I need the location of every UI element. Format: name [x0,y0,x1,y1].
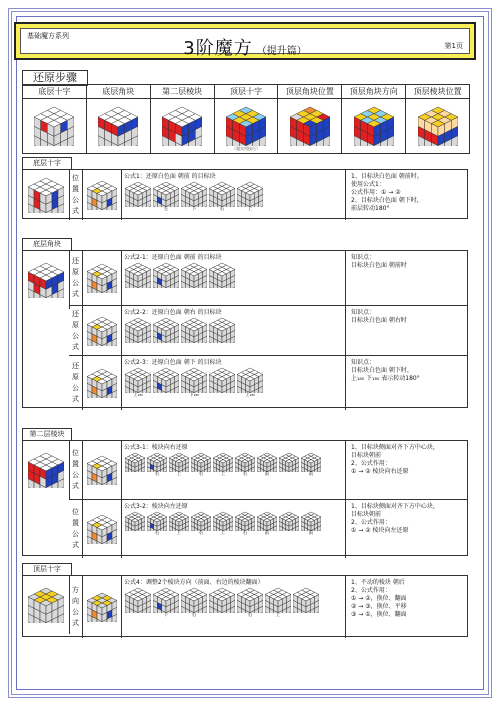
demo-cube [83,356,122,410]
move-label: 上 [247,207,253,212]
move-step [191,452,211,478]
cube-drawing [28,452,64,488]
row-type-char: 式 [72,541,79,549]
cube-drawing [87,368,117,398]
cube-drawing [181,262,207,288]
cube-drawing [169,511,189,531]
note-line: 2、公式作用： [351,460,391,467]
cube-drawing [209,367,235,393]
row-type-char: 公 [72,530,79,538]
move-step [209,262,235,294]
cube-drawing [301,511,321,531]
cube-drawing [153,367,179,393]
section-box [22,575,468,637]
note-line: 1、目标块侧面对齐下方中心块， [351,444,439,451]
cube-drawing [87,263,117,293]
move-step [235,511,255,537]
move-step [125,587,151,619]
move-step [181,317,207,349]
cube-drawing [237,587,263,613]
move-label: 下 [191,207,197,212]
cube-drawing [147,452,167,472]
cube-drawing [257,452,277,472]
move-label: 前 [308,531,314,536]
note-line: 上₁₈₀ 下₁₈₀ 表示转动180° [351,375,420,382]
page-subtitle: （提升篇） [256,46,307,57]
cube-drawing [87,455,117,485]
cube-drawing [181,317,207,343]
note-line: 1、不动的棱块 朝后 [351,579,405,586]
move-step [169,452,189,478]
cube-drawing [181,181,207,207]
formula-panel [121,576,346,638]
section-box [22,169,468,219]
step-5 [278,85,342,153]
note-line: 目标块白色面 朝前时 [351,262,407,269]
formula-title: 公式3-2：棱块向左还原 [124,503,188,510]
row-type-char: 还 [72,257,79,265]
move-step [191,511,211,537]
row-type-char: 方 [72,586,79,594]
cube-drawing [209,262,235,288]
formula-title: 公式1：还原白色面 朝前 的目标块 [124,173,216,180]
move-step [237,181,263,213]
row-type-label [69,170,83,220]
note-line: 目标块朝前 [351,511,382,518]
note-line: 1、目标块白色面 朝前时。 [351,173,423,180]
formula-panel [121,251,346,305]
move-step [301,452,321,478]
move-sequence [125,262,341,294]
note-line: 目标块朝前 [351,452,382,459]
move-step [169,511,189,537]
formula-row [69,251,467,305]
move-label: 上 [220,472,226,477]
cube-drawing [125,181,151,207]
move-step [209,317,235,349]
notes-panel [347,356,467,410]
row-type-char: 原 [72,321,79,329]
move-step [213,452,233,478]
row-type-char: 式 [72,207,79,215]
row-type-label [69,500,83,558]
move-sequence [125,452,341,478]
cube-drawing [125,452,145,472]
note-line: ③ → ①，换位、翻面 [351,611,407,618]
cube-drawing [162,106,202,146]
note-line: 知识点： [351,359,376,366]
move-step [181,262,207,294]
step-cube [23,99,86,153]
move-step [209,367,235,399]
move-label: 上 [220,531,226,536]
page-number: 第1页 [444,42,463,50]
move-sequence [125,317,341,349]
step-7 [406,85,469,153]
cube-drawing [301,452,321,472]
cube-drawing [235,452,255,472]
cube-drawing [354,106,394,146]
demo-cube [83,576,122,638]
move-sequence [125,367,341,399]
cube-drawing [418,106,458,146]
move-label: 右 [198,472,204,477]
note-line: 1、目标块侧面对齐下方中心块， [351,503,439,510]
steps-table [22,84,470,154]
step-3 [151,85,215,153]
step-cube [406,99,469,153]
cube-drawing [28,262,64,298]
formula-row [69,499,467,558]
row-type-char: 置 [72,519,79,527]
move-step [125,262,151,294]
move-label: 前 [308,472,314,477]
move-label: 上 [176,472,182,477]
notes-panel [347,500,467,558]
step-cube [151,99,214,153]
step-note: （超实用技巧） [232,146,260,151]
row-type-char: 置 [72,185,79,193]
move-step [209,181,235,213]
move-step [153,317,179,349]
demo-cube [83,441,122,499]
note-line: 知识点： [351,254,376,261]
move-sequence [125,181,341,213]
formula-title: 公式2-3：还原白色面 朝下 的目标块 [124,359,222,366]
note-line: ① → ② 棱块向右还原 [351,468,409,475]
step-4 [215,85,279,153]
section-cube [23,576,70,634]
cube-drawing [87,316,117,346]
move-label: 右 [198,531,204,536]
note-line: 知识点： [351,309,376,316]
move-step [293,587,319,619]
cube-drawing [279,511,299,531]
row-type-char: 位 [72,508,79,516]
demo-cube [83,251,122,305]
move-label: 左 [163,207,169,212]
step-label: 第二层棱块 [151,85,214,99]
step-label: 底层十字 [23,85,86,99]
cube-drawing [125,511,145,531]
move-step [153,367,179,399]
row-type-char: 式 [72,290,79,298]
move-label: 下₁₈₀ [189,393,199,398]
note-line: 2、目标块白色面 朝下时， [351,197,423,204]
note-line: ① → ② 棱块向左还原 [351,527,409,534]
notes-panel [347,441,467,499]
step-1 [23,85,87,153]
cube-drawing [209,317,235,343]
row-type-char: 式 [72,482,79,490]
cube-drawing [279,452,299,472]
move-step [265,587,291,619]
move-sequence [125,587,341,619]
formula-panel [121,170,346,220]
formula-title: 公式2-1：还原白色面 朝前 的目标块 [124,254,222,261]
notes-panel [347,576,467,638]
formula-panel [121,441,346,499]
move-step [153,181,179,213]
cube-drawing [191,452,211,472]
cube-drawing [235,511,255,531]
row-type-char: 公 [72,279,79,287]
note-line: 使用公式1： [351,181,385,188]
steps-title: 还原步骤 [22,70,88,86]
move-step [257,452,277,478]
row-type-char: 式 [72,395,79,403]
move-step [181,367,207,399]
row-type-char: 向 [72,597,79,605]
section-box [22,440,468,556]
move-label: 右 [219,207,225,212]
move-step [125,511,145,537]
move-label: 上 [275,613,281,618]
cube-drawing [125,367,151,393]
row-type-char: 式 [72,343,79,351]
move-sequence [125,511,341,537]
cube-drawing [191,511,211,531]
move-step [181,181,207,213]
section-title: 顶层十字 [22,563,72,576]
move-label: 上₁₈₀ [133,393,143,398]
step-cube [278,99,341,153]
section-title: 第二层棱块 [22,428,72,441]
step-label: 顶层角块位置 [278,85,341,99]
cube-drawing [28,177,64,213]
section-cube [23,251,70,309]
move-label: 右 [154,531,160,536]
note-line: 2、公式作用： [351,587,391,594]
formula-title: 公式2-2：还原白色面 朝右 的目标块 [124,309,222,316]
notes-panel [347,170,467,220]
note-line: 目标块白色面 朝下时， [351,367,413,374]
move-step [235,452,255,478]
formula-row [69,170,467,220]
row-type-char: 原 [72,373,79,381]
cube-drawing [98,106,138,146]
section-title: 底层角块 [22,238,72,251]
demo-cube [83,500,122,558]
move-step [213,511,233,537]
formula-title: 公式3-1：棱块向右还原 [124,444,188,451]
demo-cube [83,306,122,356]
section-title: 底层十字 [22,157,72,170]
cube-drawing [153,587,179,613]
cube-drawing [125,317,151,343]
row-type-char: 原 [72,268,79,276]
move-label: 右 [154,472,160,477]
row-type-char: 位 [72,449,79,457]
move-label: 前 [264,472,270,477]
step-cube [87,99,150,153]
move-step [153,587,179,619]
section-box [22,250,468,408]
cube-drawing [209,181,235,207]
move-step [181,587,207,619]
section-cube [23,170,70,220]
cube-drawing [181,587,207,613]
move-step [125,181,151,213]
page-title: 3阶魔方 （提升篇） [183,38,307,59]
move-label: 右 [242,472,248,477]
note-line: 前层转动180° [351,205,390,212]
step-6 [342,85,406,153]
cube-drawing [213,511,233,531]
move-step [257,511,277,537]
formula-row [69,355,467,410]
note-line: 公式作用：① → ② [351,189,401,196]
formula-title: 公式4：调整2个棱块方向（前面、右边的棱块翻面） [124,579,264,586]
cube-drawing [125,587,151,613]
cube-drawing [125,262,151,288]
cube-drawing [153,181,179,207]
move-label: 右 [242,531,248,536]
move-step [153,262,179,294]
series-label: 基础魔方系列 [27,32,69,40]
move-step [237,367,263,399]
demo-cube [83,170,122,220]
cube-drawing [237,367,263,393]
move-label: 上₁₈₀ [245,393,255,398]
move-label: 前 [264,531,270,536]
row-type-char: 置 [72,460,79,468]
header-banner [14,22,476,60]
note-line: ① → ②，换位、翻面 [351,595,407,602]
move-step [279,452,299,478]
move-label: 上 [176,531,182,536]
cube-drawing [265,587,291,613]
cube-drawing [87,514,117,544]
move-step [279,511,299,537]
move-step [147,511,167,537]
row-type-label [69,576,83,638]
move-step [209,587,235,619]
cube-drawing [237,181,263,207]
cube-drawing [209,587,235,613]
cube-drawing [87,180,117,210]
row-type-label [69,306,83,356]
formula-row [69,576,467,638]
row-type-label [69,251,83,305]
step-label: 顶层角块方向 [342,85,405,99]
row-type-char: 位 [72,174,79,182]
formula-row [69,305,467,356]
note-line: ② → ③，换位、平移 [351,603,407,610]
move-label: 右 [247,613,253,618]
move-label: 右 [191,613,197,618]
formula-panel [121,500,346,558]
row-type-char: 公 [72,384,79,392]
cube-drawing [181,367,207,393]
note-line: 2、公式作用： [351,519,391,526]
section-cube [23,441,70,499]
cube-drawing [293,587,319,613]
step-label: 底层角块 [87,85,150,99]
row-type-char: 式 [72,619,79,627]
step-label: 顶层十字 [215,85,278,99]
move-step [125,317,151,349]
row-type-char: 公 [72,608,79,616]
move-step [301,511,321,537]
cube-drawing [257,511,277,531]
cube-drawing [226,106,266,146]
row-type-char: 还 [72,310,79,318]
cube-drawing [34,106,74,146]
step-cube [215,99,278,153]
step-cube [342,99,405,153]
formula-panel [121,306,346,356]
notes-panel [347,306,467,356]
notes-panel [347,251,467,305]
formula-row [69,441,467,499]
formula-panel [121,356,346,410]
cube-drawing [213,452,233,472]
cube-drawing [153,317,179,343]
row-type-char: 还 [72,362,79,370]
move-step [147,452,167,478]
cube-drawing [87,592,117,622]
row-type-char: 公 [72,196,79,204]
cube-drawing [28,587,64,623]
row-type-char: 公 [72,332,79,340]
move-step [125,452,145,478]
cube-drawing [290,106,330,146]
row-type-label [69,441,83,499]
row-type-label [69,356,83,410]
row-type-char: 公 [72,471,79,479]
step-label: 顶层棱块位置 [406,85,469,99]
step-2 [87,85,151,153]
move-label: 下 [163,613,169,618]
move-step [237,587,263,619]
move-step [125,367,151,399]
cube-drawing [153,262,179,288]
note-line: 目标块白色面 朝右时 [351,317,407,324]
cube-drawing [147,511,167,531]
cube-drawing [169,452,189,472]
